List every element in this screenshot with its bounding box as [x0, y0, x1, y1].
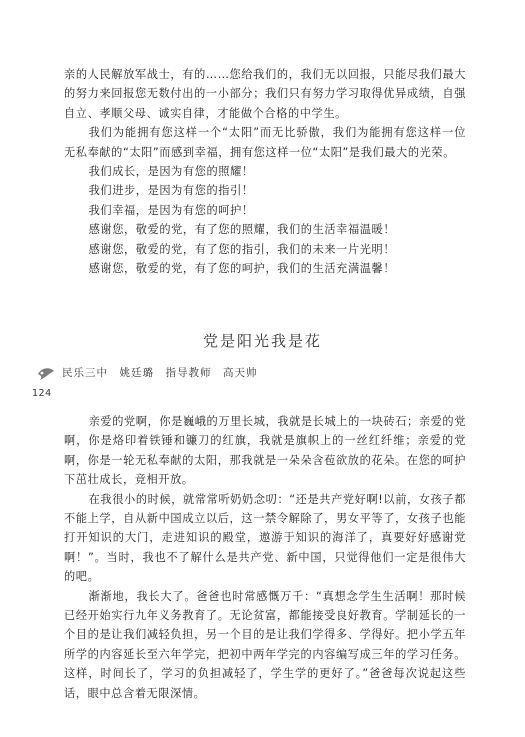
- paragraph: 渐渐地，我长大了。爸爸也时常感慨万千：“真想念学生生活啊！那时候已经开始实行九年义务教育了。无论贫富，都能接受良好教育。学制延长的一个目的是让我们减轻负担，另一个目的是让我们学得多、学得好。把小学五年所学的内容延长至六年学完，把初中两年学完的内容编写成三年的学习任务。这样，时间长了，学习的负担减轻了，学生学的更好了。”爸爸每次说起这些话，眼中总含着无限深情。: [64, 589, 466, 700]
- paragraph: 在我很小的时候，就常常听奶奶念叨：“还是共产党好啊!以前，女孩子都不能上学，自从新中国成立以后，这一禁令解除了，男女平等了，女孩子也能打开知识的大门，走进知识的殿堂，遨游于知识的海洋了，真要好好感谢党啊！”。当时，我也不了解什么是共产党、新中国，只觉得他们一定是很伟大的吧。: [64, 492, 466, 584]
- paragraph: 亲的人民解放军战士，有的……您给我们的，我们无以回报，只能尽我们最大的努力来回报您无数付出的一小部分；我们只有努力学习取得优异成绩，自强自立、孝顺父母、诚实自律，才能做个合格的中学生。: [64, 68, 466, 120]
- verse-line: 我们幸福，是因为有您的呵护！: [88, 203, 254, 217]
- verse-line: 感谢您，敬爱的党，有了您的照耀，我们的生活幸福温暖！: [88, 223, 396, 237]
- verse-line: 感谢您，敬爱的党，有了您的指引，我们的未来一片光明！: [88, 242, 396, 256]
- page-number: 124: [32, 388, 52, 399]
- paragraph: 我们为能拥有您这样一个“太阳”而无比骄傲，我们为能拥有您这样一位无私奉献的“太阳”而感到幸福，拥有您这样一位“太阳”是我们最大的光荣。: [64, 126, 466, 159]
- article-body: [64, 412, 466, 703]
- leaf-marker-icon: [36, 365, 56, 383]
- verse-line: 我们进步，是因为有您的指引！: [88, 184, 254, 198]
- verse-line: 感谢您，敬爱的党，有了您的呵护，我们的生活充满温馨！: [88, 262, 396, 276]
- previous-article-ending: [64, 65, 466, 278]
- paragraph: 亲爱的党啊，你是巍峨的万里长城，我就是长城上的一块砖石；亲爱的党啊，你是烙印着铁锤和镰刀的红旗，我就是旗帜上的一丝红纤维；亲爱的党啊，你是一轮无私奉献的太阳，那我就是一朵朵含苞欲放的花朵。在您的呵护下茁壮成长，竞相开放。: [64, 415, 466, 487]
- article-title: 党是阳光我是花: [202, 332, 322, 350]
- author-byline: 民乐三中 姚廷璐 指导教师 高天帅: [62, 367, 258, 379]
- verse-line: 我们成长，是因为有您的照耀！: [88, 165, 254, 179]
